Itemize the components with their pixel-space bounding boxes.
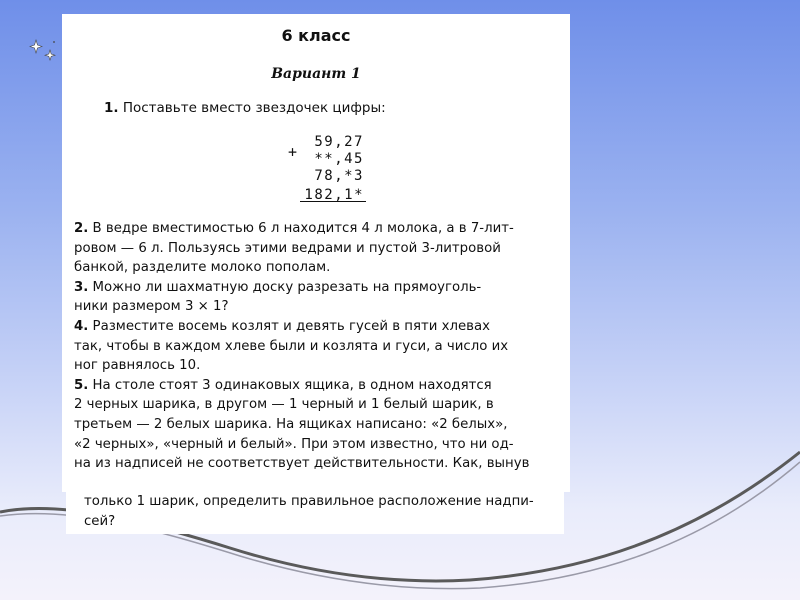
task-number: 2.: [74, 221, 89, 236]
task-5: [74, 376, 562, 474]
task-line: ног равнялось 10.: [74, 358, 201, 374]
task-line: только 1 шарик, определить правильное расположение надпи-: [84, 494, 534, 509]
task-line: третьем — 2 белых шарика. На ящиках написано: «2 белых»,: [74, 416, 508, 432]
task-line: на из надписей не соответствует действительности. Как, вынув: [74, 456, 530, 472]
task-5-continuation: [84, 492, 554, 531]
task-number: 4.: [74, 318, 89, 334]
task-1: [104, 100, 386, 116]
sum-total: 182,1*: [304, 187, 364, 203]
task-line: сей?: [84, 513, 116, 529]
tasks-text: [74, 219, 562, 474]
task-2: [74, 219, 562, 278]
sparkle-icon: [28, 36, 62, 66]
scanned-page: [62, 14, 570, 492]
task-number: 1.: [104, 100, 119, 116]
scanned-page-continuation: [66, 488, 564, 534]
addend-row: **,45: [314, 151, 364, 167]
task-number: 3.: [74, 279, 89, 295]
addend-row: 59,27: [314, 134, 364, 150]
task-line: банкой, разделите молоко пополам.: [74, 260, 331, 276]
variant-heading: Вариант 1: [271, 66, 361, 82]
task-line: ники размером 3 × 1?: [74, 299, 229, 315]
task-line: В ведре вместимостью 6 л находится 4 л молока, а в 7-лит-: [92, 221, 514, 236]
task-text: Поставьте вместо звездочек цифры:: [122, 100, 386, 116]
task-line: так, чтобы в каждом хлеве были и козлята и гуси, а число их: [74, 338, 509, 354]
task-line: Можно ли шахматную доску разрезать на прямоуголь-: [92, 279, 482, 295]
task-4: [74, 317, 562, 376]
task-line: ровом — 6 л. Пользуясь этими ведрами и пустой 3-литровой: [74, 240, 501, 256]
page-title: 6 класс: [281, 26, 351, 45]
column-addition: [284, 134, 364, 204]
sum-rule: [300, 201, 366, 202]
task-line: На столе стоят 3 одинаковых ящика, в одном находятся: [92, 377, 492, 393]
task-line: «2 черных», «черный и белый». При этом известно, что ни од-: [74, 436, 514, 452]
addend-row: 78,*3: [314, 168, 364, 184]
task-line: Разместите восемь козлят и девять гусей в пяти хлевах: [92, 318, 490, 334]
plus-sign: +: [288, 143, 298, 161]
task-line: 2 черных шарика, в другом — 1 черный и 1 белый шарик, в: [74, 397, 494, 413]
task-3: [74, 278, 562, 317]
task-number: 5.: [74, 377, 89, 393]
